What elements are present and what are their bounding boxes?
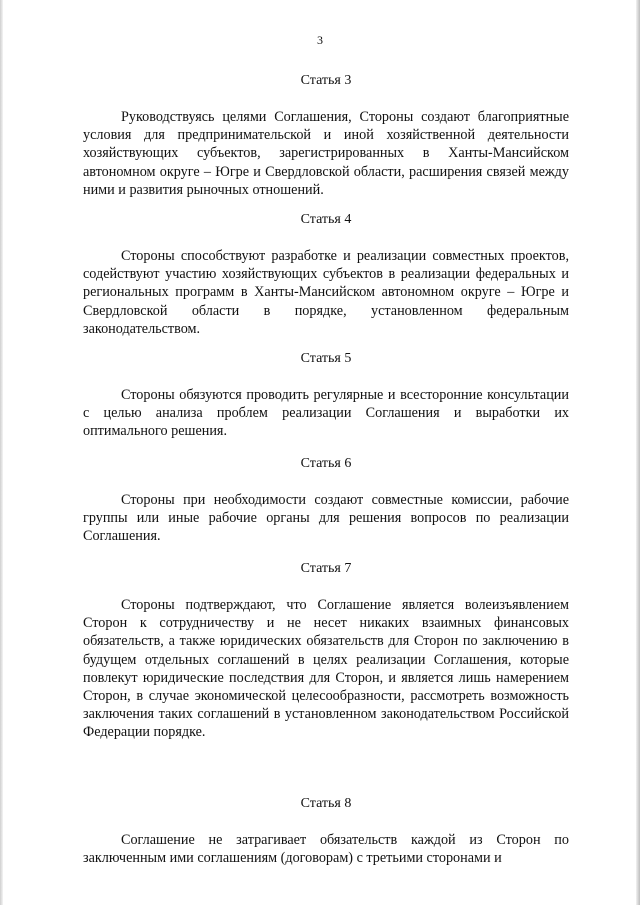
article-title: Статья 3 [300, 73, 352, 88]
article-paragraph: Стороны обязуются проводить регулярные и всесторонние консультации с целью анализа проблем реализации Соглашения и выработки их оптимального решения. [83, 387, 569, 440]
article-3 [83, 73, 569, 199]
article-title: Статья 7 [300, 561, 352, 576]
scan-edge-right [636, 0, 640, 905]
article-title: Статья 4 [300, 212, 352, 227]
article-8 [83, 796, 569, 867]
article-paragraph: Стороны при необходимости создают совместные комиссии, рабочие группы или иные рабочие органы для решения вопросов по реализации Соглашения. [83, 492, 569, 545]
article-4 [83, 212, 569, 338]
article-title: Статья 5 [300, 351, 352, 366]
page-number: 3 [317, 33, 323, 47]
article-paragraph: Стороны способствуют разработке и реализации совместных проектов, содействуют участию хозяйствующих субъектов в реализации федеральных и региональных программ в Ханты-Мансийском автономном округе – Югре и Свердловской области в порядке, установленном федеральным законодательством. [83, 248, 569, 337]
article-paragraph: Руководствуясь целями Соглашения, Стороны создают благоприятные условия для предпринимательской и иной хозяйственной деятельности хозяйствующих субъектов, зарегистрированных в Ханты-Мансийском автономном округе – Югре и Свердловской области, расширения связей между ними и развития рыночных отношений. [83, 109, 569, 198]
article-6 [83, 456, 569, 546]
article-paragraph: Соглашение не затрагивает обязательств каждой из Сторон по заключенным ими соглашениям (договорам) с третьими сторонами и [83, 832, 569, 867]
article-5 [83, 351, 569, 441]
article-7 [83, 561, 569, 742]
article-title: Статья 8 [300, 796, 352, 811]
article-title: Статья 6 [300, 456, 352, 471]
article-paragraph: Стороны подтверждают, что Соглашение является волеизъявлением Сторон к сотрудничеству и не несет никаких взаимных финансовых обязательств, а также юридических обязательств для Сторон по заключению в будущем отдельных соглашений в целях реализации Соглашения, которые повлекут юридические последствия для Сторон, и является лишь намерением Сторон, в случае экономической целесообразности, рассмотреть возможность заключения таких соглашений в установленном законодательством Российской Федерации порядке. [83, 597, 569, 741]
scan-edge-left [0, 0, 3, 905]
